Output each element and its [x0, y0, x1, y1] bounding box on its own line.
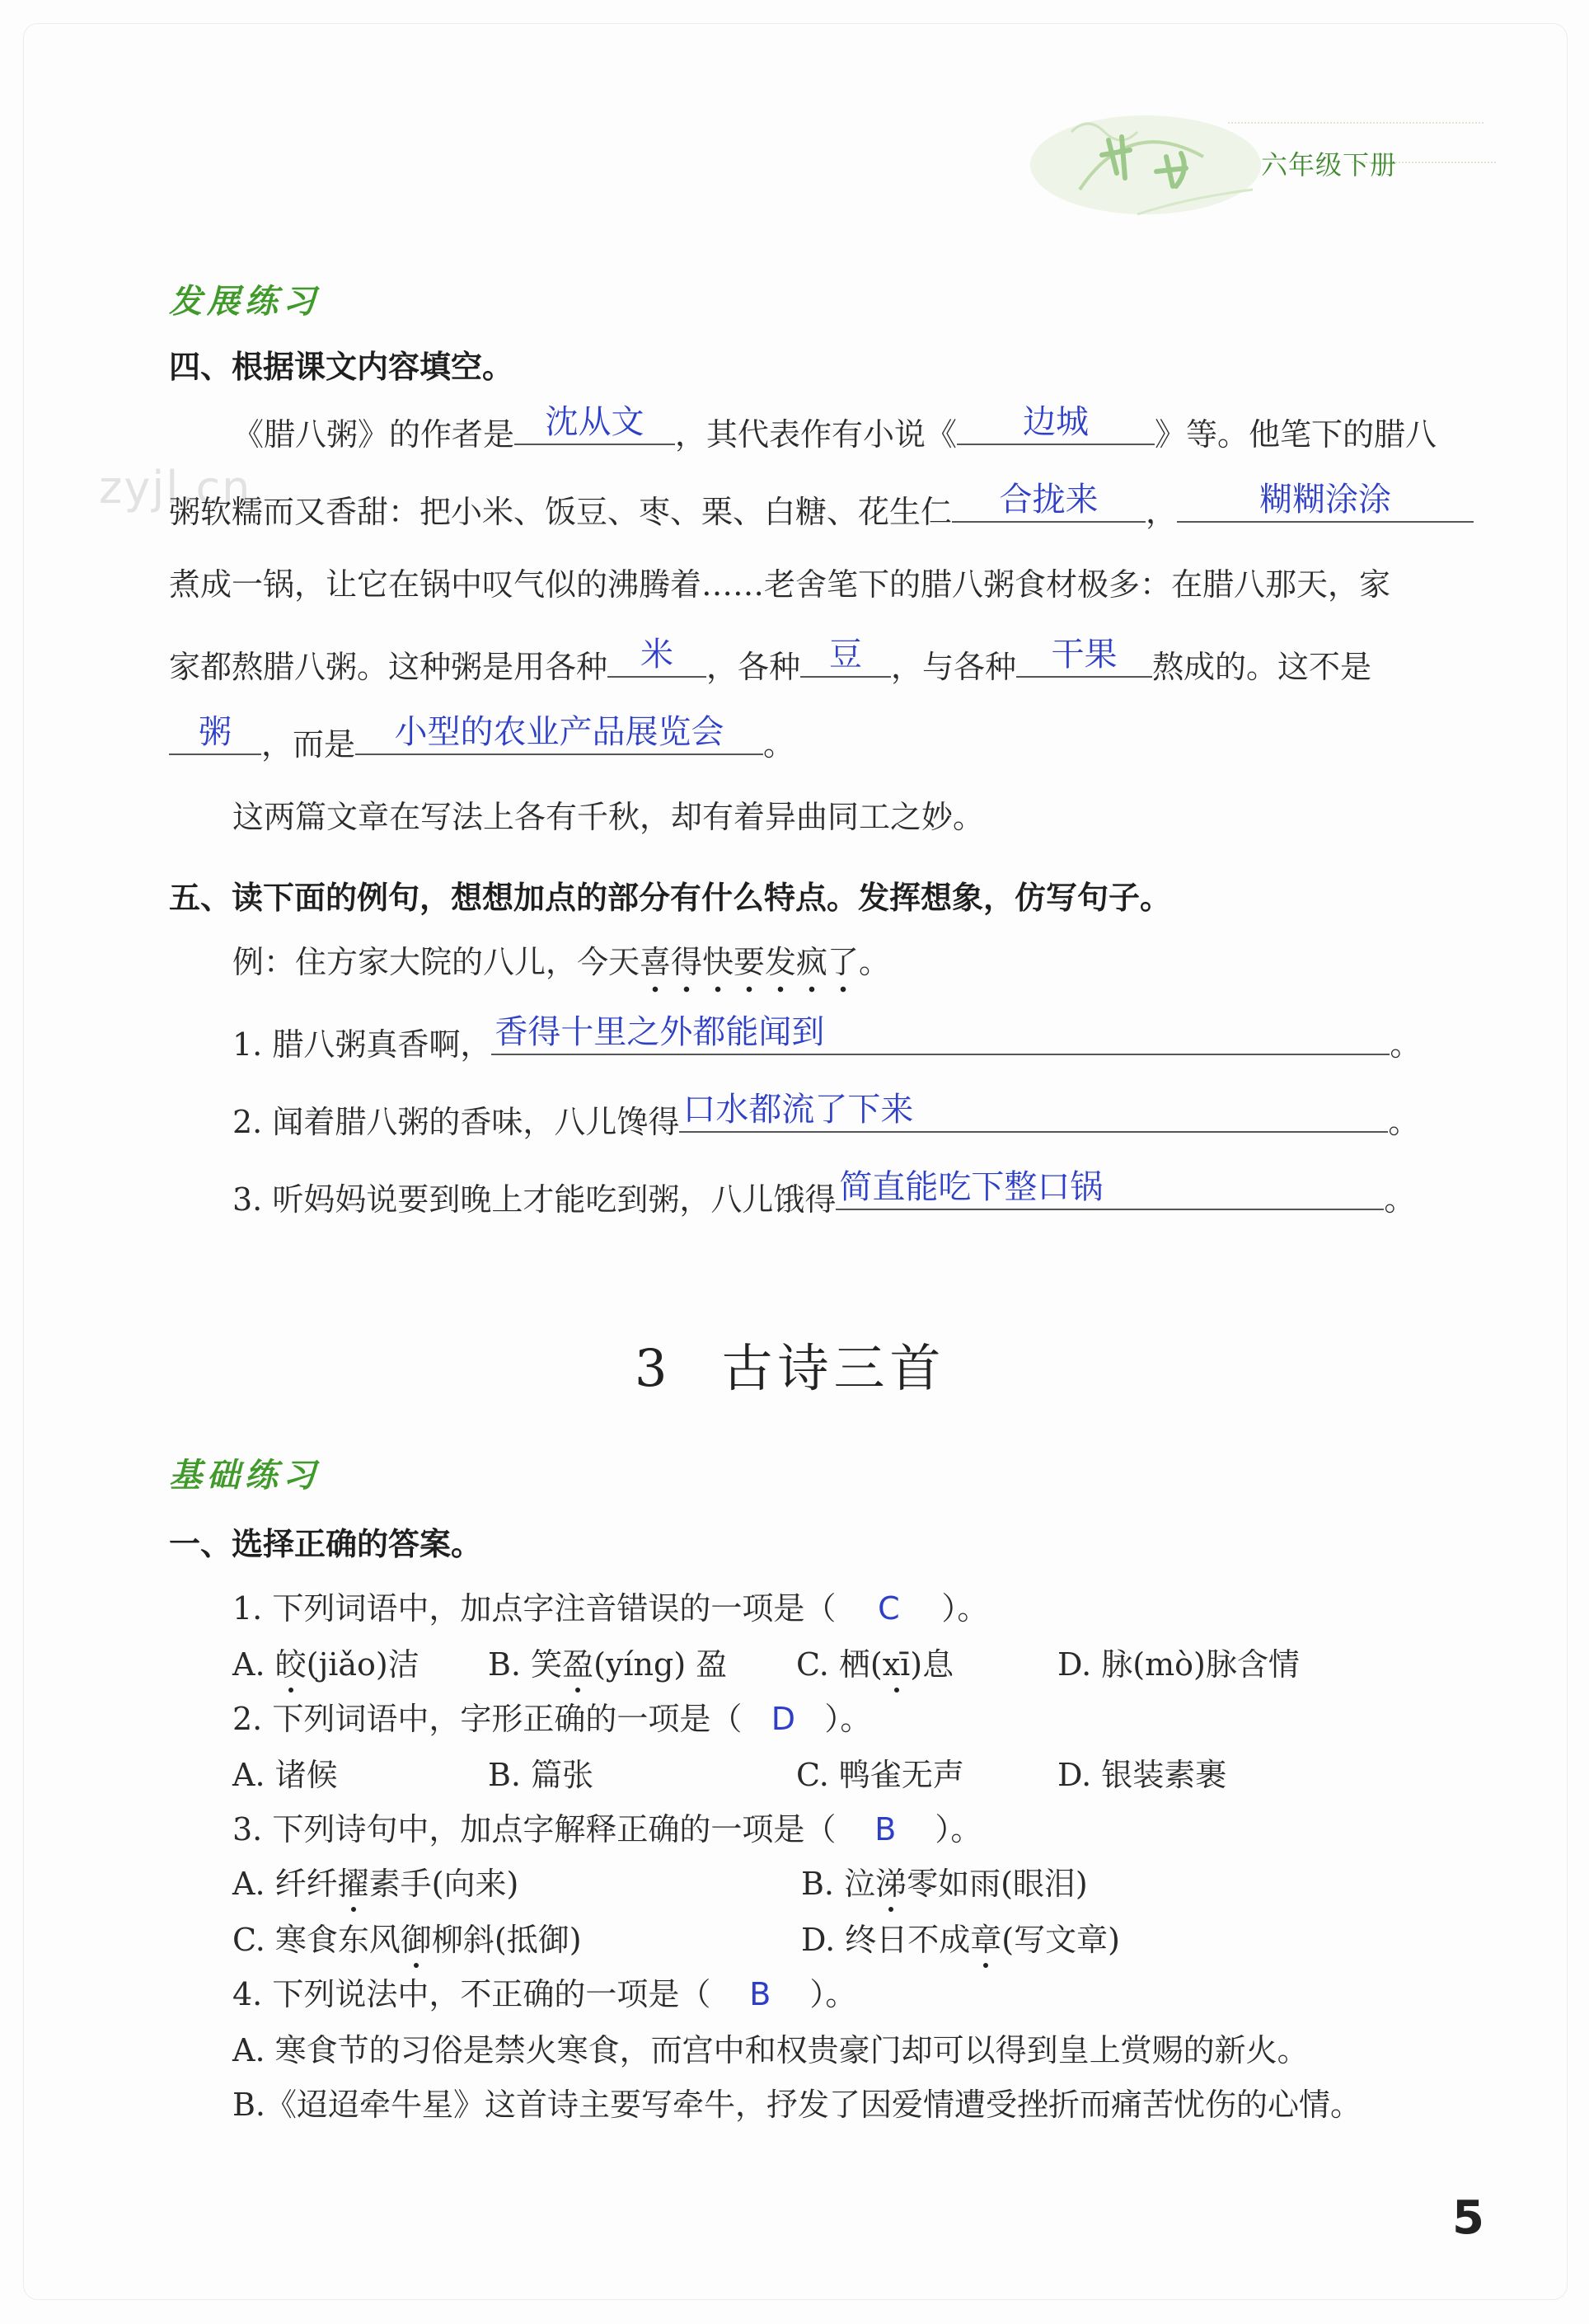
- answer-choice[interactable]: B: [874, 1811, 897, 1847]
- fill-line: 3. 听妈妈说要到晚上才能吃到粥，八儿饿得 简直能吃下整口锅 。: [232, 1168, 1416, 1218]
- answer-choice[interactable]: C: [878, 1590, 900, 1627]
- answer-blank[interactable]: 糊糊涂涂: [1177, 491, 1474, 523]
- fill-line: 家都熬腊八粥。这种粥是用各种 米 ，各种 豆 ，与各种 干果 熬成的。这不是: [169, 636, 1372, 685]
- option-d: D. 终日不成章(写文章): [801, 1922, 1120, 1958]
- brush-logo-icon: [1022, 99, 1294, 231]
- answer-blank[interactable]: 边城: [957, 414, 1155, 445]
- fill-line: 2. 闻着腊八粥的香味，八儿馋得 口水都流了下来 。: [232, 1091, 1420, 1140]
- option-c: C. 栖(xī)息: [796, 1646, 954, 1683]
- answer-blank[interactable]: 口水都流了下来: [679, 1101, 1388, 1133]
- answer-choice[interactable]: B: [749, 1976, 771, 2012]
- option-d: D. 脉(mò)脉含情: [1057, 1646, 1300, 1683]
- option-a: A. 纤纤擢素手(向来): [232, 1866, 519, 1902]
- mcq-item: 3. 下列诗句中，加点字解释正确的一项是（ B ）。: [232, 1811, 982, 1847]
- option-b: B.《迢迢牵牛星》这首诗主要写牵牛，抒发了因爱情遭受挫折而痛苦忧伤的心情。: [232, 2087, 1362, 2123]
- question-title: 四、根据课文内容填空。: [169, 349, 514, 385]
- option-a: A. 寒食节的习俗是禁火寒食，而宫中和权贵豪门却可以得到皇上赏赐的新火。: [232, 2032, 1309, 2068]
- lesson-name: 古诗三首: [721, 1338, 946, 1398]
- text-line: 这两篇文章在写法上各有千秋，却有着异曲同工之妙。: [232, 799, 985, 835]
- answer-choice[interactable]: D: [771, 1701, 795, 1737]
- grade-label: 六年级下册: [1261, 149, 1398, 181]
- lesson-number: 3: [635, 1338, 673, 1398]
- answer-blank[interactable]: 粥: [169, 724, 261, 755]
- answer-blank[interactable]: 米: [607, 646, 706, 678]
- page-number: 5: [1452, 2191, 1484, 2245]
- answer-blank[interactable]: 合拢来: [952, 491, 1146, 523]
- answer-blank[interactable]: 小型的农业产品展览会: [355, 724, 763, 755]
- mcq-item: 2. 下列词语中，字形正确的一项是（ D ）。: [232, 1701, 872, 1737]
- text-line: 煮成一锅，让它在锅中叹气似的沸腾着……老舍笔下的腊八粥食材极多：在腊八那天，家: [169, 566, 1391, 603]
- option-c: C. 寒食东风御柳斜(抵御): [232, 1922, 582, 1958]
- fill-line: 粥软糯而又香甜：把小米、饭豆、枣、栗、白糖、花生仁 合拢来 ， 糊糊涂涂: [169, 491, 1474, 528]
- mcq-item: 4. 下列说法中，不正确的一项是（ B ）。: [232, 1976, 857, 2012]
- answer-blank[interactable]: 豆: [800, 646, 891, 678]
- example-sentence: 例：住方家大院的八儿，今天喜得快要发疯了。: [232, 946, 890, 978]
- dotted-text: 喜得快要发疯了: [640, 944, 859, 993]
- answer-blank[interactable]: 简直能吃下整口锅: [836, 1179, 1384, 1210]
- fill-line: 《腊八粥》的作者是 沈从文 ，其代表作有小说《 边城 》等。他笔下的腊八: [232, 403, 1437, 453]
- section-heading: 发展练习: [169, 283, 321, 321]
- answer-blank[interactable]: 香得十里之外都能闻到: [491, 1024, 1390, 1055]
- option-c: C. 鸭雀无声: [796, 1757, 964, 1793]
- answer-blank[interactable]: 沈从文: [514, 414, 675, 445]
- mcq-item: 1. 下列词语中，加点字注音错误的一项是（ C ）。: [232, 1590, 989, 1627]
- fill-line: 粥 ，而是 小型的农业产品展览会 。: [169, 724, 794, 760]
- option-a: A. 皎(jiǎo)洁: [232, 1646, 420, 1683]
- option-b: B. 泣涕零如雨(眼泪): [801, 1866, 1088, 1902]
- option-b: B. 笑盈(yíng) 盈: [488, 1646, 728, 1683]
- watermark: zyjl.cn: [99, 462, 252, 514]
- section-heading: 基础练习: [169, 1457, 321, 1495]
- header-divider: [1228, 122, 1484, 124]
- option-a: A. 诸候: [232, 1757, 338, 1793]
- option-d: D. 银装素裹: [1057, 1757, 1227, 1793]
- fill-line: 1. 腊八粥真香啊， 香得十里之外都能闻到 。: [232, 1013, 1422, 1063]
- option-b: B. 篇张: [488, 1757, 594, 1793]
- question-title: 五、读下面的例句，想想加点的部分有什么特点。发挥想象，仿写句子。: [169, 880, 1172, 916]
- question-title: 一、选择正确的答案。: [169, 1526, 483, 1562]
- lesson-title: [635, 1327, 945, 1401]
- answer-blank[interactable]: 干果: [1016, 646, 1152, 678]
